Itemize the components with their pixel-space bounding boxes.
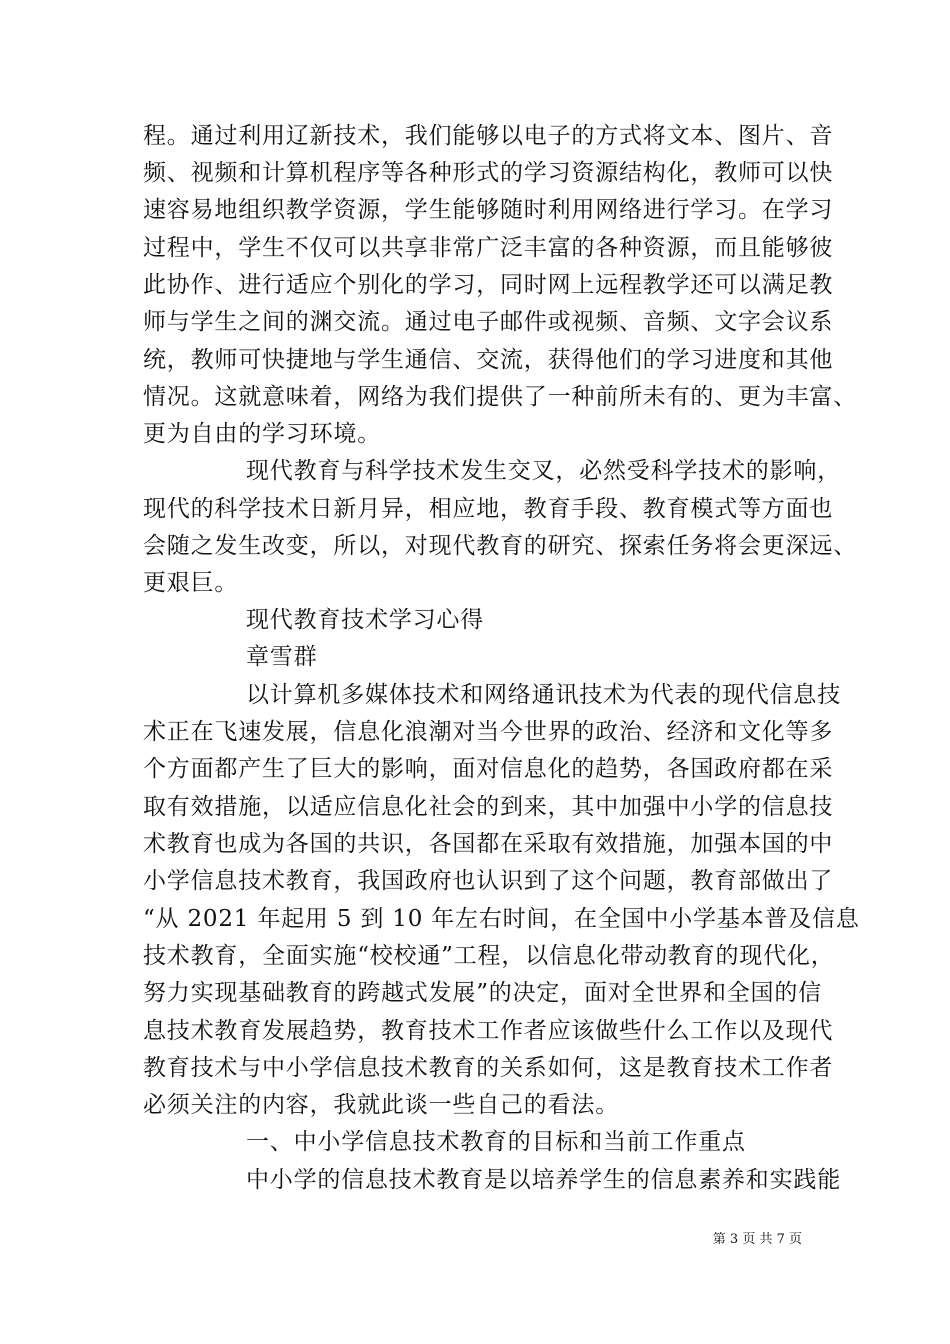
paragraph-3-line: 必须关注的内容，我就此谈一些自己的看法。 bbox=[143, 1092, 619, 1118]
paragraph-3-line: 努力实现基础教育的跨越式发展”的决定，面对全世界和全国的信 bbox=[143, 980, 822, 1006]
paragraph-3-line: 技术教育，全面实施“校校通”工程，以信息化带动教育的现代化， bbox=[143, 943, 835, 969]
paragraph-1-line: 频、视频和计算机程序等各种形式的学习资源结构化，教师可以快 bbox=[143, 160, 834, 186]
paragraph-1-line: 情况。这就意味着，网络为我们提供了一种前所未有的、更为丰富、 bbox=[143, 384, 857, 410]
paragraph-1-line: 速容易地组织教学资源，学生能够随时利用网络进行学习。在学习 bbox=[143, 197, 834, 223]
paragraph-3-line: 术正在飞速发展，信息化浪潮对当今世界的政治、经济和文化等多 bbox=[143, 719, 834, 745]
paragraph-3-line: 术教育也成为各国的共识，各国都在采取有效措施，加强本国的中 bbox=[143, 831, 834, 857]
paragraph-3-line: “从 2021 年起用 5 到 10 年左右时间，在全国中小学基本普及信息 bbox=[143, 906, 860, 932]
paragraph-1-line: 更为自由的学习环境。 bbox=[143, 421, 381, 447]
paragraph-3-line: 教育技术与中小学信息技术教育的关系如何，这是教育技术工作者 bbox=[143, 1055, 834, 1081]
paragraph-1-line: 统，教师可快捷地与学生通信、交流，获得他们的学习进度和其他 bbox=[143, 347, 834, 373]
paragraph-1-line: 师与学生之间的渊交流。通过电子邮件或视频、音频、文字会议系 bbox=[143, 309, 834, 335]
paragraph-1-line: 程。通过利用辽新技术，我们能够以电子的方式将文本、图片、音 bbox=[143, 123, 834, 149]
paragraph-1-line: 过程中，学生不仅可以共享非常广泛丰富的各种资源，而且能够彼 bbox=[143, 235, 834, 261]
paragraph-2-line: 更艰巨。 bbox=[143, 570, 239, 596]
paragraph-3-line: 小学信息技术教育，我国政府也认识到了这个问题，教育部做出了 bbox=[143, 868, 834, 894]
paragraph-2-line: 现代教育与科学技术发生交叉，必然受科学技术的影响， bbox=[246, 458, 841, 484]
paragraph-4-line: 中小学的信息技术教育是以培养学生的信息素养和实践能 bbox=[246, 1167, 841, 1193]
paragraph-3-line: 以计算机多媒体技术和网络通讯技术为代表的现代信息技 bbox=[246, 682, 841, 708]
page-number-footer: 第 3 页 共 7 页 bbox=[712, 1232, 802, 1247]
article-title: 现代教育技术学习心得 bbox=[246, 607, 484, 633]
author-name: 章雪群 bbox=[246, 644, 318, 670]
paragraph-1-line: 此协作、进行适应个别化的学习，同时网上远程教学还可以满足教 bbox=[143, 272, 834, 298]
section-heading: 一、中小学信息技术教育的目标和当前工作重点 bbox=[246, 1129, 746, 1155]
paragraph-3-line: 息技术教育发展趋势，教育技术工作者应该做些什么工作以及现代 bbox=[143, 1018, 834, 1044]
paragraph-3-line: 取有效措施，以适应信息化社会的到来，其中加强中小学的信息技 bbox=[143, 794, 834, 820]
paragraph-2-line: 现代的科学技术日新月异，相应地，教育手段、教育模式等方面也 bbox=[143, 496, 834, 522]
paragraph-3-line: 个方面都产生了巨大的影响，面对信息化的趋势，各国政府都在采 bbox=[143, 756, 834, 782]
paragraph-2-line: 会随之发生改变，所以，对现代教育的研究、探索任务将会更深远、 bbox=[143, 533, 857, 559]
